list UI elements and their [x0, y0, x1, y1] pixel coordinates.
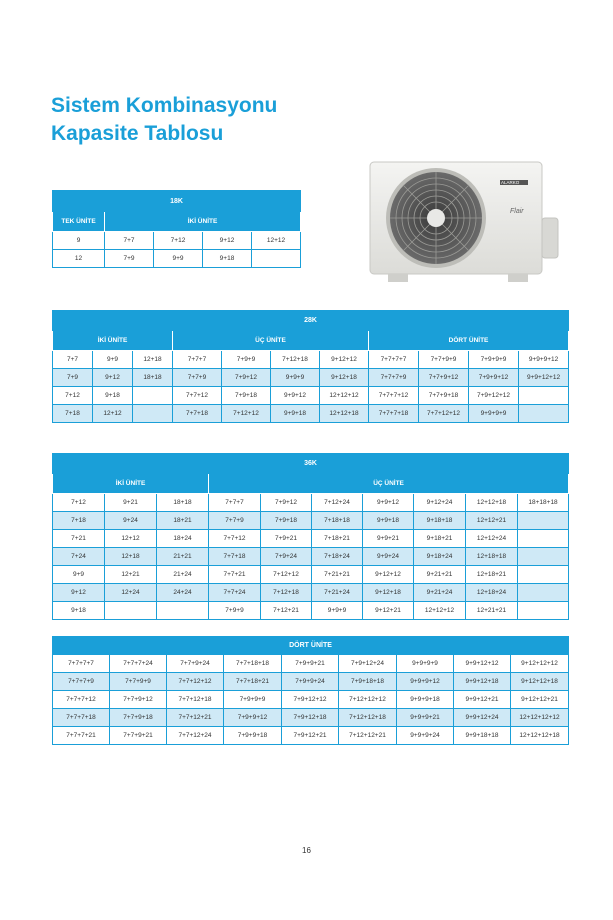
table-row — [53, 232, 301, 250]
cell: 9+12+18 — [320, 369, 369, 387]
table-row — [53, 351, 569, 369]
cell: 9+12+12+12 — [511, 655, 569, 673]
table-row — [53, 405, 569, 423]
cell: 9+18 — [203, 250, 252, 268]
cell: 7+7+7+18 — [369, 405, 419, 423]
cell: 12+18 — [105, 548, 157, 566]
cell: 12+12 — [252, 232, 301, 250]
cell: 7+9+9+18 — [224, 727, 282, 745]
cell: 9+12+12 — [320, 351, 369, 369]
cell — [157, 602, 209, 620]
cell: 12+12+12 — [320, 387, 369, 405]
cell: 9+9+12+21 — [454, 691, 511, 709]
table-row — [53, 512, 569, 530]
cell: 9+9+9+9 — [469, 405, 519, 423]
page-number: 16 — [302, 846, 311, 855]
cell: 9+9+12+18 — [454, 673, 511, 691]
table-row — [53, 548, 569, 566]
cell: 7+7+7+24 — [110, 655, 167, 673]
cell: 7+7+18+21 — [224, 673, 282, 691]
cell: 9+9+9+24 — [397, 727, 454, 745]
cell: 7+18 — [53, 512, 105, 530]
cell — [518, 512, 569, 530]
cell: 7+24 — [53, 548, 105, 566]
cell: 12+12+24 — [466, 530, 518, 548]
cell — [252, 250, 301, 268]
cell: 7+7+9+9 — [110, 673, 167, 691]
table-36k — [52, 453, 569, 620]
cell: 9+21+24 — [414, 584, 466, 602]
cell: 12+18+18 — [466, 548, 518, 566]
cell: 7+7+12 — [209, 530, 261, 548]
table-18k — [52, 190, 301, 268]
cell: 9+9 — [154, 250, 203, 268]
cell: 7+9 — [105, 250, 154, 268]
cell: 9+12+18 — [363, 584, 414, 602]
cell — [518, 548, 569, 566]
table-36k-title: 36K — [53, 454, 569, 474]
cell: 9+9+12+24 — [454, 709, 511, 727]
table-28k-title: 28K — [53, 311, 569, 331]
cell: 9+12 — [93, 369, 133, 387]
cell: 9+12 — [53, 584, 105, 602]
cell: 12+18 — [133, 351, 173, 369]
cell: 9+18 — [93, 387, 133, 405]
cell: 12+18+21 — [466, 566, 518, 584]
cell: 7+9+12+24 — [339, 655, 397, 673]
cell: 7+7+7+12 — [369, 387, 419, 405]
table-row — [53, 709, 569, 727]
cell: 9+9+12 — [271, 387, 320, 405]
cell: 12+18+24 — [466, 584, 518, 602]
table-row — [53, 655, 569, 673]
outdoor-unit-image — [368, 158, 562, 288]
cell: 7+12+24 — [312, 494, 363, 512]
brand-label: ALARKO — [501, 180, 520, 185]
cell: 7+7 — [105, 232, 154, 250]
cell: 18+21 — [157, 512, 209, 530]
table-row — [53, 584, 569, 602]
cell: 7+9+9 — [222, 351, 271, 369]
cell — [519, 387, 569, 405]
cell: 7+7+9 — [173, 369, 222, 387]
cell: 7+9+9+12 — [224, 709, 282, 727]
cell — [519, 405, 569, 423]
cell: 12+21+21 — [466, 602, 518, 620]
cell: 18+18+18 — [518, 494, 569, 512]
cell: 12+12+12 — [414, 602, 466, 620]
table-row — [53, 727, 569, 745]
cell: 12+12+18 — [320, 405, 369, 423]
cell: 7+12+12+21 — [339, 727, 397, 745]
cell: 9+12+12+18 — [511, 673, 569, 691]
cell: 12+24 — [105, 584, 157, 602]
cell: 7+9+18+18 — [339, 673, 397, 691]
cell: 9+9+12+12 — [519, 369, 569, 387]
header-dort-unite: DÖRT ÜNİTE — [369, 331, 569, 351]
page-title — [51, 92, 277, 148]
cell: 7+9+9+24 — [282, 673, 339, 691]
table-18k-title: 18K — [53, 191, 301, 212]
cell: 7+7+7+9 — [53, 673, 110, 691]
cell: 7+7+21 — [209, 566, 261, 584]
cell: 9+9+9+9 — [397, 655, 454, 673]
cell: 7+9+12+12 — [282, 691, 339, 709]
cell: 9+9+24 — [363, 548, 414, 566]
cell: 9+12 — [203, 232, 252, 250]
table-row — [53, 691, 569, 709]
cell: 7+9+18 — [261, 512, 312, 530]
cell — [518, 530, 569, 548]
cell: 7+18+21 — [312, 530, 363, 548]
cell: 7+7+7+7 — [369, 351, 419, 369]
table-row — [53, 387, 569, 405]
cell: 9+12+12+21 — [511, 691, 569, 709]
cell: 7+7+9+24 — [167, 655, 224, 673]
cell: 7+7+9 — [209, 512, 261, 530]
cell: 7+7+7+12 — [53, 691, 110, 709]
cell: 7+7+12+12 — [419, 405, 469, 423]
cell: 7+7+7 — [173, 351, 222, 369]
cell: 9+9+9+12 — [519, 351, 569, 369]
cell: 9+9+18+18 — [454, 727, 511, 745]
cell: 7+9+9+9 — [224, 691, 282, 709]
header-tek-unite: TEK ÜNİTE — [53, 212, 105, 232]
cell: 9+9+18 — [363, 512, 414, 530]
cell: 12+21 — [105, 566, 157, 584]
cell: 7+12 — [53, 494, 105, 512]
table-row — [53, 250, 301, 268]
table-row — [53, 494, 569, 512]
cell — [133, 387, 173, 405]
cell: 7+9 — [53, 369, 93, 387]
cell: 9+9 — [53, 566, 105, 584]
cell: 9+9+9 — [312, 602, 363, 620]
cell: 9 — [53, 232, 105, 250]
cell: 7+12+18 — [261, 584, 312, 602]
cell: 7+7+12+18 — [167, 691, 224, 709]
cell — [105, 602, 157, 620]
table-row — [53, 566, 569, 584]
model-label: Flair — [510, 208, 524, 215]
cell: 7+9+12 — [261, 494, 312, 512]
cell: 9+9+9+21 — [397, 709, 454, 727]
cell: 9+9+9+12 — [397, 673, 454, 691]
cell: 7+9+18 — [222, 387, 271, 405]
cell: 9+18+21 — [414, 530, 466, 548]
header-iki-unite: İKİ ÜNİTE — [53, 331, 173, 351]
cell: 12+12+12+18 — [511, 727, 569, 745]
cell: 7+7+12+24 — [167, 727, 224, 745]
cell: 7+12+12+18 — [339, 709, 397, 727]
cell: 9+9+12+12 — [454, 655, 511, 673]
table-dort-unite — [52, 636, 569, 745]
cell: 7+9+12 — [222, 369, 271, 387]
cell: 9+9+9 — [271, 369, 320, 387]
cell: 7+9+12+18 — [282, 709, 339, 727]
cell: 7+12+12+12 — [339, 691, 397, 709]
cell: 9+9+9+18 — [397, 691, 454, 709]
cell: 21+24 — [157, 566, 209, 584]
cell: 7+7+12 — [173, 387, 222, 405]
title-line-1: Sistem Kombinasyonu — [51, 94, 278, 117]
cell: 9+18+24 — [414, 548, 466, 566]
cell: 12+12+21 — [466, 512, 518, 530]
cell: 7+9+9 — [209, 602, 261, 620]
cell: 7+7+9+12 — [419, 369, 469, 387]
table-28k — [52, 310, 569, 423]
cell: 7+7+24 — [209, 584, 261, 602]
cell: 7+9+12+12 — [469, 387, 519, 405]
cell: 7+9+9+9 — [469, 351, 519, 369]
cell: 12+12 — [105, 530, 157, 548]
cell: 7+18 — [53, 405, 93, 423]
cell: 7+7+7+7 — [53, 655, 110, 673]
cell: 24+24 — [157, 584, 209, 602]
cell: 18+18 — [133, 369, 173, 387]
cell: 7+9+12+21 — [282, 727, 339, 745]
cell: 7+7+9+21 — [110, 727, 167, 745]
cell: 18+18 — [157, 494, 209, 512]
cell: 7+7+7 — [209, 494, 261, 512]
cell: 9+9+18 — [271, 405, 320, 423]
cell: 7+21 — [53, 530, 105, 548]
header-iki-unite: İKİ ÜNİTE — [105, 212, 301, 232]
cell: 7+7+9+18 — [419, 387, 469, 405]
cell — [518, 584, 569, 602]
cell: 7+7+12+21 — [167, 709, 224, 727]
cell: 9+24 — [105, 512, 157, 530]
cell: 21+21 — [157, 548, 209, 566]
cell: 7+21+24 — [312, 584, 363, 602]
cell: 9+9+12 — [363, 494, 414, 512]
cell: 9+12+12 — [363, 566, 414, 584]
cell: 7+7+9+12 — [110, 691, 167, 709]
header-uc-unite: ÜÇ ÜNİTE — [173, 331, 369, 351]
cell: 9+9+21 — [363, 530, 414, 548]
cell: 7+12+12 — [261, 566, 312, 584]
cell — [133, 405, 173, 423]
table-row — [53, 530, 569, 548]
cell: 7+7 — [53, 351, 93, 369]
cell: 9+18 — [53, 602, 105, 620]
table-dort-title: DÖRT ÜNİTE — [53, 637, 569, 655]
cell: 7+7+7+9 — [369, 369, 419, 387]
cell: 9+21+21 — [414, 566, 466, 584]
cell: 7+7+18 — [209, 548, 261, 566]
table-row — [53, 602, 569, 620]
cell: 7+7+9+18 — [110, 709, 167, 727]
cell: 7+9+21 — [261, 530, 312, 548]
table-row — [53, 369, 569, 387]
cell: 7+12+21 — [261, 602, 312, 620]
cell: 9+12+21 — [363, 602, 414, 620]
cell: 12+12 — [93, 405, 133, 423]
cell: 7+12+12 — [222, 405, 271, 423]
cell: 9+9 — [93, 351, 133, 369]
cell: 7+21+21 — [312, 566, 363, 584]
title-line-2: Kapasite Tablosu — [51, 122, 224, 145]
cell: 7+9+9+12 — [469, 369, 519, 387]
cell: 7+7+12+12 — [167, 673, 224, 691]
table-row — [53, 673, 569, 691]
cell: 7+7+7+21 — [53, 727, 110, 745]
cell: 12 — [53, 250, 105, 268]
cell: 7+18+24 — [312, 548, 363, 566]
cell: 7+7+18+18 — [224, 655, 282, 673]
cell: 9+21 — [105, 494, 157, 512]
cell: 7+12+18 — [271, 351, 320, 369]
cell: 7+12 — [154, 232, 203, 250]
cell: 12+12+12+12 — [511, 709, 569, 727]
cell: 9+18+18 — [414, 512, 466, 530]
cell: 9+12+24 — [414, 494, 466, 512]
header-iki-unite: İKİ ÜNİTE — [53, 474, 209, 494]
cell: 7+9+24 — [261, 548, 312, 566]
cell: 7+12 — [53, 387, 93, 405]
cell: 7+7+9+9 — [419, 351, 469, 369]
cell: 18+24 — [157, 530, 209, 548]
cell: 7+9+9+21 — [282, 655, 339, 673]
cell: 12+12+18 — [466, 494, 518, 512]
cell — [518, 566, 569, 584]
cell: 7+7+7+18 — [53, 709, 110, 727]
cell — [518, 602, 569, 620]
header-uc-unite: ÜÇ ÜNİTE — [209, 474, 569, 494]
cell: 7+18+18 — [312, 512, 363, 530]
cell: 7+7+18 — [173, 405, 222, 423]
